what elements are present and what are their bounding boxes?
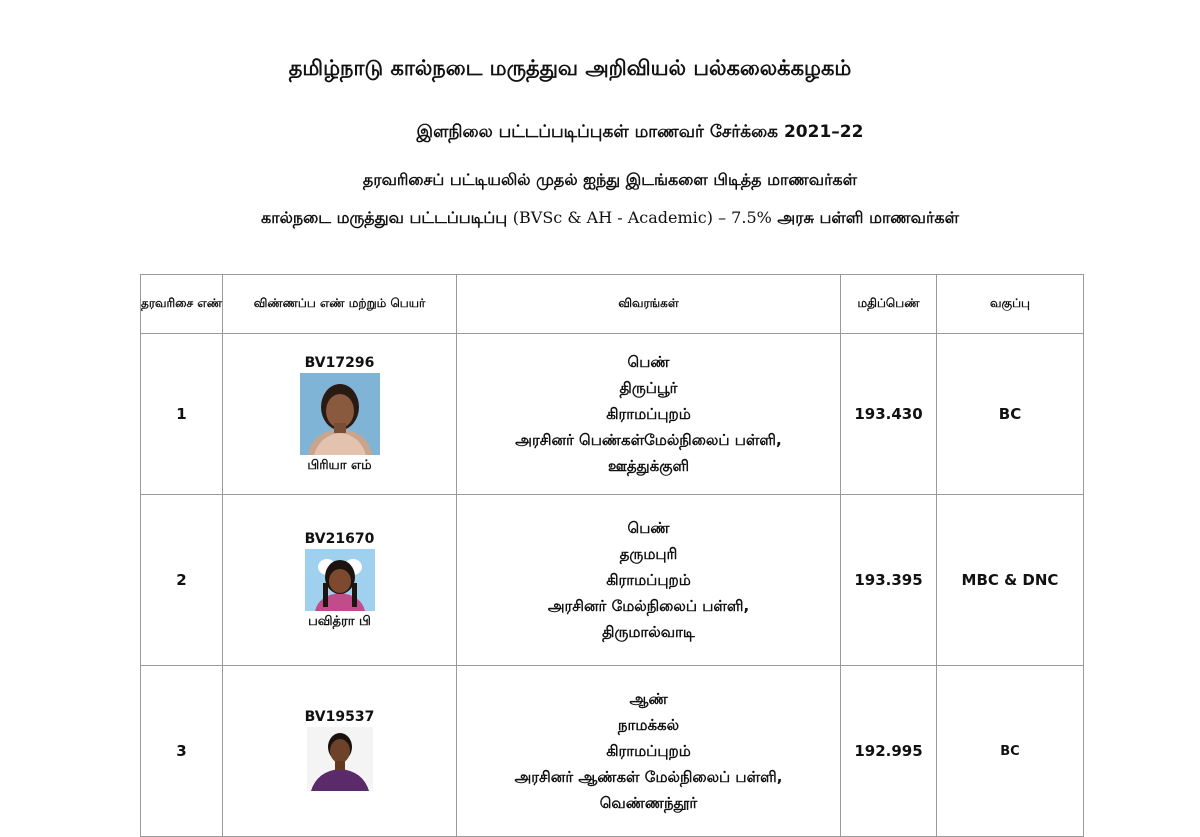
district: திருப்பூர் bbox=[619, 379, 678, 397]
details-cell bbox=[457, 334, 841, 495]
rank-cell: 2 bbox=[141, 495, 223, 666]
rank-cell: 3 bbox=[141, 666, 223, 837]
application-number: BV21670 bbox=[304, 530, 375, 547]
rank-table bbox=[140, 274, 1084, 837]
details-cell bbox=[457, 495, 841, 666]
applicant-cell bbox=[223, 666, 457, 837]
school: அரசினர் பெண்கள்மேல்நிலைப் பள்ளி, bbox=[515, 431, 782, 449]
area: கிராமப்புறம் bbox=[606, 405, 691, 423]
admission-title: இளநிலை பட்டப்படிப்புகள் மாணவர் சேர்க்கை 2021–22 bbox=[416, 122, 864, 142]
course-code: (BVSc & AH - Academic) – 7.5% bbox=[512, 208, 772, 227]
community-cell: BC bbox=[937, 334, 1084, 495]
application-number: BV17296 bbox=[304, 354, 375, 371]
header-marks: மதிப்பெண் bbox=[841, 275, 937, 334]
header-rank: தரவரிசை எண் bbox=[141, 275, 223, 334]
gender: பெண் bbox=[627, 519, 670, 537]
school: அரசினர் ஆண்கள் மேல்நிலைப் பள்ளி, bbox=[514, 768, 783, 786]
district: தருமபுரி bbox=[619, 545, 678, 563]
place: வெண்ணந்தூர் bbox=[599, 794, 698, 812]
header-details: விவரங்கள் bbox=[457, 275, 841, 334]
marks-cell: 193.430 bbox=[841, 334, 937, 495]
table-header-row bbox=[141, 275, 1084, 334]
course-suffix: அரசு பள்ளி மாணவர்கள் bbox=[777, 208, 959, 227]
header-application: விண்ணப்ப எண் மற்றும் பெயர் bbox=[223, 275, 457, 334]
course-prefix: கால்நடை மருத்துவ பட்டப்படிப்பு bbox=[260, 208, 508, 227]
district: நாமக்கல் bbox=[617, 716, 680, 734]
rank-cell: 1 bbox=[141, 334, 223, 495]
marks-cell: 192.995 bbox=[841, 666, 937, 837]
course-title bbox=[10, 208, 1200, 229]
table-row bbox=[141, 495, 1084, 666]
area: கிராமப்புறம் bbox=[606, 571, 691, 589]
community-cell: BC bbox=[937, 666, 1084, 837]
student-photo bbox=[300, 373, 380, 455]
place: ஊத்துக்குளி bbox=[607, 457, 690, 475]
student-name: பவித்ரா பி bbox=[308, 613, 371, 629]
university-title: தமிழ்நாடு கால்நடை மருத்துவ அறிவியல் பல்கலைக்கழகம் bbox=[288, 56, 852, 80]
gender: ஆண் bbox=[629, 690, 668, 708]
gender: பெண் bbox=[627, 353, 670, 371]
rank-list-title: தரவரிசைப் பட்டியலில் முதல் ஐந்து இடங்களை பிடித்த மாணவர்கள் bbox=[362, 170, 858, 189]
applicant-cell bbox=[223, 495, 457, 666]
header-community: வகுப்பு bbox=[937, 275, 1084, 334]
community-cell: MBC & DNC bbox=[937, 495, 1084, 666]
area: கிராமப்புறம் bbox=[606, 742, 691, 760]
student-photo bbox=[305, 549, 375, 611]
table-row bbox=[141, 666, 1084, 837]
place: திருமால்வாடி bbox=[602, 623, 695, 641]
school: அரசினர் மேல்நிலைப் பள்ளி, bbox=[547, 597, 750, 615]
student-photo bbox=[307, 727, 373, 791]
applicant-cell bbox=[223, 334, 457, 495]
application-number: BV19537 bbox=[304, 708, 375, 725]
marks-cell: 193.395 bbox=[841, 495, 937, 666]
table-row bbox=[141, 334, 1084, 495]
student-name: பிரியா எம் bbox=[307, 457, 372, 473]
details-cell bbox=[457, 666, 841, 837]
